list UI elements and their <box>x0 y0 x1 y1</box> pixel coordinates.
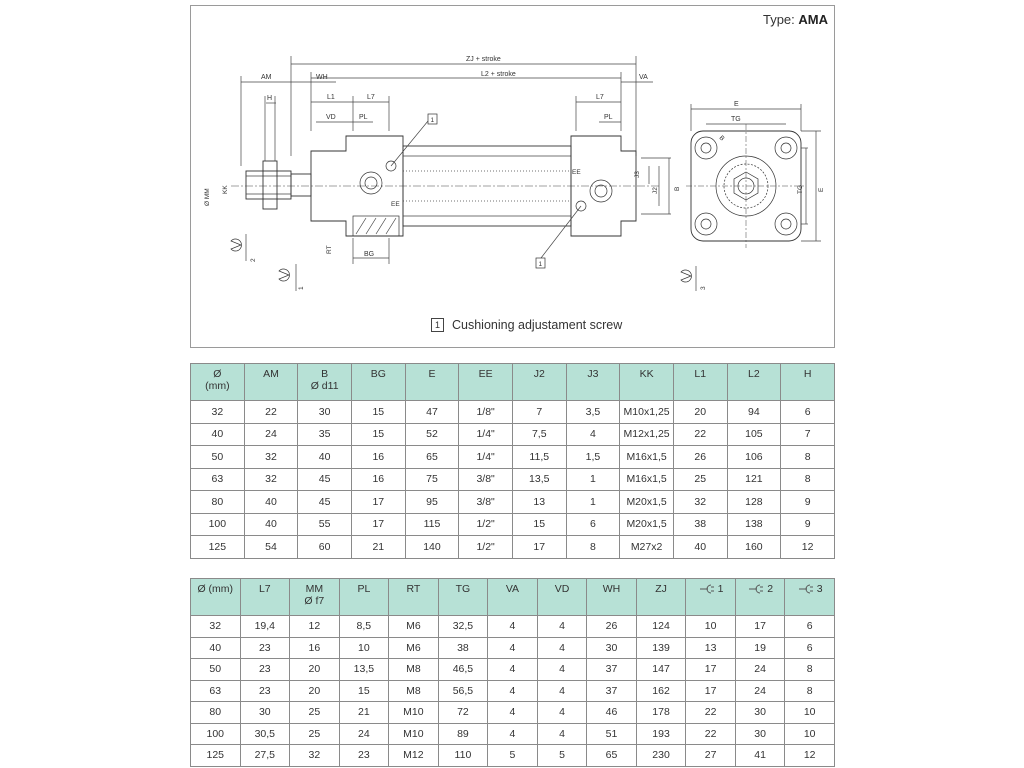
table1-header-9 <box>673 364 727 401</box>
table-cell: 6 <box>785 616 835 638</box>
table-cell: M12 <box>389 745 439 767</box>
table1-header-5 <box>459 364 513 401</box>
table-cell: 4 <box>566 423 620 446</box>
dim-mm: Ø MM <box>204 188 211 206</box>
header-label: ZJ <box>655 583 667 595</box>
table-cell: 8,5 <box>339 616 389 638</box>
table-cell: 25 <box>290 723 340 745</box>
table-cell: 26 <box>673 446 727 469</box>
dim-zj: ZJ + stroke <box>466 56 501 63</box>
table1-header-row <box>191 364 835 401</box>
table-cell: 95 <box>405 491 459 514</box>
dim-key2: 2 <box>250 258 257 262</box>
table-cell: 1 <box>566 491 620 514</box>
cylinder-drawing <box>191 6 836 349</box>
table-cell: 65 <box>587 745 637 767</box>
table-cell: 46,5 <box>438 659 488 681</box>
table-cell: 230 <box>636 745 686 767</box>
header-label: MM <box>305 583 324 595</box>
table-cell: 75 <box>405 468 459 491</box>
dim-bg: BG <box>364 251 375 258</box>
table-cell: 38 <box>673 513 727 536</box>
header-label: AM <box>263 368 279 380</box>
table-row <box>191 659 835 681</box>
table-row <box>191 745 835 767</box>
dim-l7-rear: L7 <box>596 94 604 101</box>
type-code: AMA <box>798 12 828 27</box>
header-sublabel: Ø d11 <box>310 380 339 392</box>
table-cell: 41 <box>735 745 785 767</box>
table-cell: 30 <box>735 723 785 745</box>
table-cell: 19 <box>735 637 785 659</box>
table-cell: 32 <box>244 468 298 491</box>
dim-va: VA <box>639 74 648 81</box>
table-cell: 15 <box>512 513 566 536</box>
table-cell: 13 <box>512 491 566 514</box>
table-cell: 52 <box>405 423 459 446</box>
table-cell: 4 <box>537 637 587 659</box>
table-cell: M8 <box>389 659 439 681</box>
table-cell: 50 <box>191 446 245 469</box>
header-label: H <box>803 368 812 380</box>
table-cell: 125 <box>191 536 245 559</box>
table-cell: 22 <box>244 401 298 424</box>
dim-wh: WH <box>316 74 328 81</box>
dim-e-side: E <box>818 187 825 192</box>
table1-header-7 <box>566 364 620 401</box>
table-cell: M20x1,5 <box>620 491 674 514</box>
table-cell: 22 <box>673 423 727 446</box>
table-cell: 24 <box>735 659 785 681</box>
table-cell: 11,5 <box>512 446 566 469</box>
table2-header-11 <box>735 579 785 616</box>
table-cell: 1 <box>566 468 620 491</box>
wrench-icon <box>698 584 718 594</box>
header-label: 2 <box>767 583 774 595</box>
table-cell: 100 <box>191 723 241 745</box>
table-row <box>191 723 835 745</box>
table2-header-row <box>191 579 835 616</box>
dim-tg-side: TG <box>797 184 804 194</box>
table-cell: 23 <box>240 680 290 702</box>
legend-text: Cushioning adjustament screw <box>452 318 623 332</box>
table-cell: 10 <box>339 637 389 659</box>
table-cell: 12 <box>785 745 835 767</box>
table-cell: 35 <box>298 423 352 446</box>
header-label: VA <box>505 583 520 595</box>
table-cell: M10 <box>389 723 439 745</box>
table-cell: 24 <box>244 423 298 446</box>
table-cell: 17 <box>686 680 736 702</box>
table-cell: 27 <box>686 745 736 767</box>
table-cell: 1/4" <box>459 446 513 469</box>
dim-ee-rear: EE <box>572 169 581 176</box>
table-cell: 4 <box>488 680 538 702</box>
table-cell: 3/8" <box>459 468 513 491</box>
table-cell: 16 <box>351 468 405 491</box>
table2-header-0 <box>191 579 241 616</box>
header-label: BG <box>370 368 386 380</box>
table-cell: 17 <box>735 616 785 638</box>
wrench-icon <box>797 584 817 594</box>
callout-1-top: 1 <box>430 117 435 124</box>
table-cell: 37 <box>587 680 637 702</box>
dim-pl-front: PL <box>359 114 368 121</box>
table-row <box>191 702 835 724</box>
table-cell: 15 <box>339 680 389 702</box>
table-cell: 63 <box>191 468 245 491</box>
table-row <box>191 468 835 491</box>
table-cell: 193 <box>636 723 686 745</box>
table1-header-4 <box>405 364 459 401</box>
dim-key1: 1 <box>298 286 305 290</box>
table2-header-3 <box>339 579 389 616</box>
table-cell: M6 <box>389 637 439 659</box>
table-cell: 121 <box>727 468 781 491</box>
table-cell: 10 <box>785 702 835 724</box>
table-cell: 50 <box>191 659 241 681</box>
table-cell: 178 <box>636 702 686 724</box>
table-cell: 4 <box>537 702 587 724</box>
header-label: PL <box>357 583 371 595</box>
header-label: L1 <box>694 368 707 380</box>
table-cell: 40 <box>298 446 352 469</box>
table-cell: 4 <box>488 637 538 659</box>
table-cell: 17 <box>512 536 566 559</box>
dim-vd: VD <box>326 114 336 121</box>
table-cell: 5 <box>537 745 587 767</box>
table-cell: M10 <box>389 702 439 724</box>
table-cell: 13 <box>686 637 736 659</box>
table-cell: 32 <box>290 745 340 767</box>
table-cell: 54 <box>244 536 298 559</box>
table-cell: 6 <box>566 513 620 536</box>
header-label: RT <box>406 583 421 595</box>
table-cell: 1/2" <box>459 536 513 559</box>
table-cell: 40 <box>191 637 241 659</box>
table-cell: 32,5 <box>438 616 488 638</box>
table-row <box>191 446 835 469</box>
table1-body <box>191 401 835 559</box>
table-cell: 140 <box>405 536 459 559</box>
table-cell: 8 <box>781 468 835 491</box>
table-cell: 9 <box>781 513 835 536</box>
header-label: J2 <box>533 368 545 380</box>
header-label: VD <box>554 583 570 595</box>
table-cell: 7 <box>512 401 566 424</box>
table-cell: 3/8" <box>459 491 513 514</box>
table-cell: 30 <box>298 401 352 424</box>
table-cell: 20 <box>290 680 340 702</box>
dim-l1: L1 <box>327 94 335 101</box>
table-cell: 22 <box>686 702 736 724</box>
table-cell: 45 <box>298 468 352 491</box>
header-label: L7 <box>258 583 271 595</box>
table-row <box>191 513 835 536</box>
table-cell: 25 <box>673 468 727 491</box>
table1-header-3 <box>351 364 405 401</box>
table-cell: 20 <box>290 659 340 681</box>
table-row <box>191 680 835 702</box>
table-cell: 22 <box>686 723 736 745</box>
legend-number: 1 <box>431 318 444 332</box>
table-cell: 6 <box>781 401 835 424</box>
table-cell: 27,5 <box>240 745 290 767</box>
table-cell: 12 <box>781 536 835 559</box>
dim-h: H <box>267 95 273 102</box>
header-label: EE <box>478 368 493 380</box>
dim-b: B <box>674 186 681 191</box>
table-cell: 1,5 <box>566 446 620 469</box>
table-cell: M12x1,25 <box>620 423 674 446</box>
table-cell: 23 <box>240 659 290 681</box>
table-cell: 110 <box>438 745 488 767</box>
table1-header-2 <box>298 364 352 401</box>
table-cell: 30 <box>587 637 637 659</box>
table-cell: 7,5 <box>512 423 566 446</box>
table2-header-8 <box>587 579 637 616</box>
table2-header-7 <box>537 579 587 616</box>
table-row <box>191 616 835 638</box>
table-cell: 16 <box>351 446 405 469</box>
table-cell: 40 <box>191 423 245 446</box>
table-cell: 13,5 <box>339 659 389 681</box>
table-cell: 12 <box>290 616 340 638</box>
table-cell: 4 <box>537 659 587 681</box>
table-cell: 115 <box>405 513 459 536</box>
table-cell: 65 <box>405 446 459 469</box>
table-cell: 13,5 <box>512 468 566 491</box>
dim-am: AM <box>261 74 272 81</box>
dimensions-table-1 <box>190 363 835 559</box>
table-cell: 19,4 <box>240 616 290 638</box>
table-cell: M16x1,5 <box>620 446 674 469</box>
header-label: Ø (mm) <box>197 583 234 595</box>
table-cell: 7 <box>781 423 835 446</box>
dim-l2: L2 + stroke <box>481 71 516 78</box>
table-row <box>191 423 835 446</box>
table-cell: 4 <box>537 616 587 638</box>
table-cell: M10x1,25 <box>620 401 674 424</box>
table-cell: 20 <box>673 401 727 424</box>
dim-j2: J2 <box>652 187 659 194</box>
table-cell: 162 <box>636 680 686 702</box>
table2-header-5 <box>438 579 488 616</box>
header-label: Ø <box>213 368 222 380</box>
table2-header-6 <box>488 579 538 616</box>
table-cell: 4 <box>488 659 538 681</box>
dim-ee-front: EE <box>391 201 400 208</box>
table-cell: 40 <box>244 491 298 514</box>
dim-key3: 3 <box>700 286 707 290</box>
wrench-icon <box>747 584 767 594</box>
table-cell: 32 <box>191 616 241 638</box>
table-cell: 17 <box>351 513 405 536</box>
table-cell: M27x2 <box>620 536 674 559</box>
table-cell: 160 <box>727 536 781 559</box>
table1-header-1 <box>244 364 298 401</box>
table2-header-12 <box>785 579 835 616</box>
table-cell: 8 <box>781 446 835 469</box>
header-label: B <box>321 368 329 380</box>
table-cell: 25 <box>290 702 340 724</box>
table-cell: 17 <box>686 659 736 681</box>
table-cell: 10 <box>686 616 736 638</box>
table-cell: 138 <box>727 513 781 536</box>
table-cell: 4 <box>488 616 538 638</box>
table-cell: 15 <box>351 423 405 446</box>
table-cell: 47 <box>405 401 459 424</box>
table-cell: 80 <box>191 491 245 514</box>
table-cell: 30 <box>240 702 290 724</box>
table-cell: 40 <box>244 513 298 536</box>
table-cell: 139 <box>636 637 686 659</box>
type-prefix: Type: <box>762 12 795 27</box>
table-cell: 80 <box>191 702 241 724</box>
dim-j3: J3 <box>634 171 641 178</box>
table-cell: 4 <box>488 723 538 745</box>
header-label: E <box>428 368 436 380</box>
table1-header-6 <box>512 364 566 401</box>
dim-rt: RT <box>326 245 333 254</box>
table2-header-2 <box>290 579 340 616</box>
header-label: L2 <box>748 368 760 380</box>
legend <box>431 318 622 332</box>
table-cell: 51 <box>587 723 637 745</box>
table-cell: 32 <box>673 491 727 514</box>
table-cell: M6 <box>389 616 439 638</box>
table-cell: 128 <box>727 491 781 514</box>
table-cell: 10 <box>785 723 835 745</box>
dim-pl-rear: PL <box>604 114 613 121</box>
table-cell: 45 <box>298 491 352 514</box>
table-cell: 63 <box>191 680 241 702</box>
table-cell: 100 <box>191 513 245 536</box>
header-label: 1 <box>717 583 724 595</box>
header-label: 3 <box>816 583 823 595</box>
table-cell: 106 <box>727 446 781 469</box>
table1-header-11 <box>781 364 835 401</box>
table-cell: 147 <box>636 659 686 681</box>
table-cell: 56,5 <box>438 680 488 702</box>
table-cell: 8 <box>566 536 620 559</box>
table-cell: M8 <box>389 680 439 702</box>
table-cell: 6 <box>785 637 835 659</box>
table2-header-10 <box>686 579 736 616</box>
table-cell: 125 <box>191 745 241 767</box>
table-cell: 23 <box>240 637 290 659</box>
table1-header-10 <box>727 364 781 401</box>
table-cell: 21 <box>339 702 389 724</box>
table-row <box>191 637 835 659</box>
dim-tg-top: TG <box>731 116 741 123</box>
table-cell: 8 <box>785 680 835 702</box>
table-cell: 3,5 <box>566 401 620 424</box>
table-cell: 16 <box>290 637 340 659</box>
table2-header-4 <box>389 579 439 616</box>
header-sublabel: (mm) <box>205 380 230 392</box>
table1-header-8 <box>620 364 674 401</box>
table-cell: M20x1,5 <box>620 513 674 536</box>
table-cell: 24 <box>735 680 785 702</box>
table-cell: 94 <box>727 401 781 424</box>
callout-1-bottom: 1 <box>538 261 543 268</box>
table-cell: 32 <box>244 446 298 469</box>
table-row <box>191 536 835 559</box>
technical-drawing-panel <box>190 5 835 348</box>
table-cell: 60 <box>298 536 352 559</box>
header-label: TG <box>455 583 471 595</box>
table-cell: 32 <box>191 401 245 424</box>
table-cell: 4 <box>488 702 538 724</box>
table-cell: 1/4" <box>459 423 513 446</box>
table-cell: 15 <box>351 401 405 424</box>
table-cell: 17 <box>351 491 405 514</box>
table-cell: 89 <box>438 723 488 745</box>
table1-header-0 <box>191 364 245 401</box>
table-cell: 1/2" <box>459 513 513 536</box>
table-cell: 24 <box>339 723 389 745</box>
dim-e-top: E <box>734 101 739 108</box>
header-sublabel: Ø f7 <box>304 595 325 607</box>
table-cell: 5 <box>488 745 538 767</box>
header-label: J3 <box>587 368 599 380</box>
dim-l7-front: L7 <box>367 94 375 101</box>
table-cell: 46 <box>587 702 637 724</box>
table2-header-9 <box>636 579 686 616</box>
table-cell: 21 <box>351 536 405 559</box>
dim-b-diag: B <box>717 134 726 143</box>
table-cell: M16x1,5 <box>620 468 674 491</box>
table-cell: 9 <box>781 491 835 514</box>
table-cell: 26 <box>587 616 637 638</box>
table-cell: 4 <box>537 723 587 745</box>
table-cell: 8 <box>785 659 835 681</box>
header-label: KK <box>639 368 654 380</box>
table-cell: 30 <box>735 702 785 724</box>
table-row <box>191 491 835 514</box>
table-cell: 72 <box>438 702 488 724</box>
table-cell: 38 <box>438 637 488 659</box>
table-cell: 1/8" <box>459 401 513 424</box>
table-cell: 40 <box>673 536 727 559</box>
table2-header-1 <box>240 579 290 616</box>
dimensions-table-2 <box>190 578 835 767</box>
header-label: WH <box>602 583 621 595</box>
dim-kk: KK <box>222 185 229 194</box>
table-cell: 55 <box>298 513 352 536</box>
table-cell: 4 <box>537 680 587 702</box>
table-cell: 105 <box>727 423 781 446</box>
table-cell: 124 <box>636 616 686 638</box>
table-cell: 37 <box>587 659 637 681</box>
table2-body <box>191 616 835 767</box>
table-cell: 23 <box>339 745 389 767</box>
table-cell: 30,5 <box>240 723 290 745</box>
table-row <box>191 401 835 424</box>
